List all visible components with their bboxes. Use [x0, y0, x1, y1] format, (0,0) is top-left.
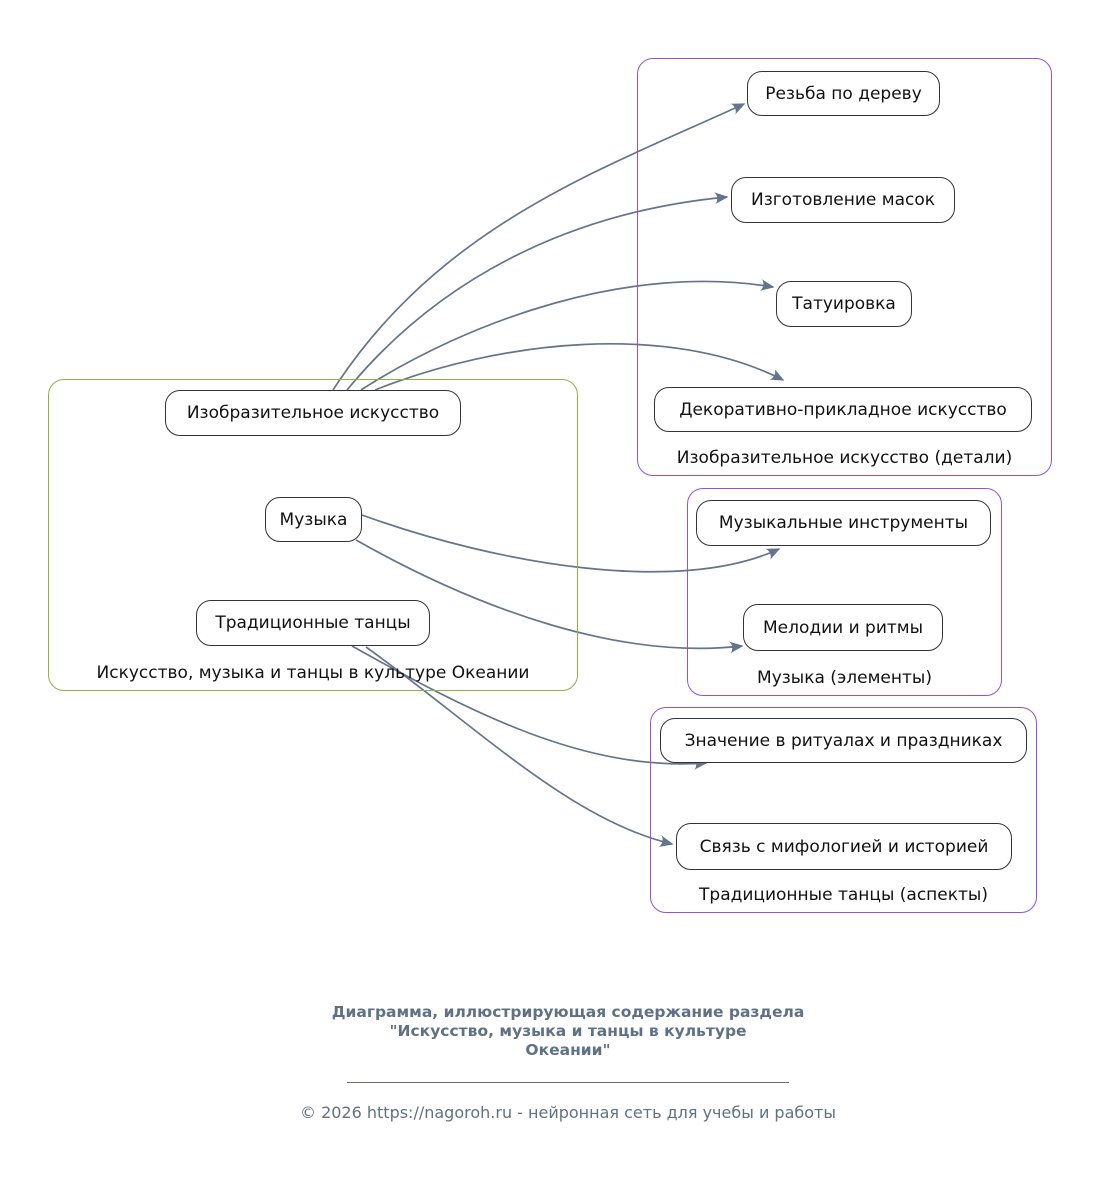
node-wood-carving: Резьба по дереву [747, 71, 940, 116]
footer-title-line1: Диаграмма, иллюстрирующая содержание раздела [331, 1003, 805, 1021]
group-oceania-culture-label: Искусство, музыка и танцы в культуре Океании [96, 663, 530, 683]
footer-title-line3: Океании" [525, 1041, 611, 1059]
group-music-elements-label: Музыка (элементы) [757, 668, 932, 688]
footer-copyright: © 2026 https://nagoroh.ru - нейронная сеть для учебы и работы [299, 1103, 836, 1122]
footer-title [268, 1003, 868, 1060]
footer-divider [347, 1082, 789, 1083]
node-mask-making: Изготовление масок [731, 177, 955, 223]
node-ritual-significance: Значение в ритуалах и праздниках [660, 718, 1027, 763]
node-tattoo: Татуировка [776, 281, 912, 327]
node-music: Музыка [265, 497, 362, 542]
node-decorative-art: Декоративно-прикладное искусство [654, 387, 1032, 432]
footer-title-line2: "Искусство, музыка и танцы в культуре [389, 1022, 747, 1040]
node-visual-art: Изобразительное искусство [165, 390, 461, 436]
group-visual-art-details-label: Изобразительное искусство (детали) [676, 448, 1013, 468]
node-traditional-dances: Традиционные танцы [196, 600, 430, 646]
node-melodies-rhythms: Мелодии и ритмы [743, 604, 943, 651]
footer [268, 1003, 868, 1123]
node-mythology-history: Связь с мифологией и историей [676, 823, 1012, 870]
group-dances-aspects-label: Традиционные танцы (аспекты) [699, 885, 988, 905]
node-musical-instruments: Музыкальные инструменты [696, 500, 991, 546]
